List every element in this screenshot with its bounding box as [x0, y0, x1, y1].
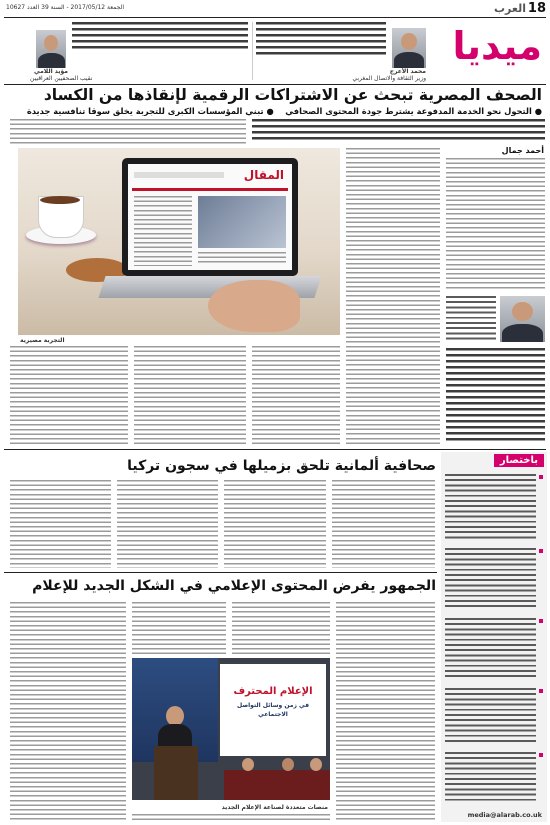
brief-title: باختصار: [494, 454, 544, 467]
brief-item: [445, 548, 543, 610]
lead-author: أحمد جمال: [501, 146, 544, 155]
lead-photo-caption: التجربة مصيرية: [20, 337, 65, 344]
story3-column-1: [336, 602, 435, 822]
story3-photo: [132, 658, 330, 800]
newspaper-logo: العرب: [493, 2, 526, 15]
coffee-surface: [40, 196, 80, 204]
story3-column-2: [232, 602, 330, 654]
podium: [154, 746, 198, 800]
quote-left-name: مؤيد اللامي: [34, 68, 68, 75]
lead-subhead-2: ● تبني المؤسسات الكبرى للتجربة يخلق سوقا تنافسية جديدة: [26, 106, 274, 116]
lead-column-5: [10, 346, 128, 446]
footer-email[interactable]: media@alarab.co.uk: [467, 811, 542, 819]
brief-item: [445, 474, 543, 540]
minister-photo: [392, 28, 426, 68]
story3-under-photo: [132, 814, 330, 822]
top-rule: [4, 84, 546, 85]
quote-box-photo: [500, 296, 545, 342]
panel-table: [224, 770, 330, 800]
header-rule: [4, 17, 546, 18]
story3-photo-caption: منصات متعددة لصناعة الإعلام الجديد: [221, 804, 328, 811]
quote-right-role: وزير الثقافة والاتصال المغربي: [352, 75, 426, 82]
laptop-screen: [122, 158, 298, 276]
story3-column-3: [132, 602, 226, 654]
story3-column-4: [10, 602, 126, 822]
lead-column-1: [446, 158, 545, 290]
story2-bottom-rule: [4, 572, 437, 573]
story2-column-1: [332, 480, 435, 568]
story2-column-2: [224, 480, 326, 568]
syndicate-head-photo: [36, 30, 66, 68]
section-title: ميديا: [452, 24, 542, 68]
brief-item: [445, 688, 543, 744]
quote-box-text: [446, 296, 496, 342]
quote-left-role: نقيب الصحفيين العراقيين: [30, 75, 93, 82]
quote-left-text: [72, 22, 248, 50]
lead-subheads: [8, 106, 542, 116]
lead-bottom-rule: [4, 449, 546, 450]
lead-column-4: [134, 346, 246, 446]
brief-item: [445, 618, 543, 680]
brief-item: [445, 752, 543, 804]
lead-subhead-1: ● التحول نحو الخدمة المدفوعة يشترط جودة المحتوى الصحافي: [285, 106, 542, 116]
lead-top-left-text: [10, 119, 246, 145]
conference-banner: [220, 664, 326, 756]
banner-subtitle: في زمن وسائل التواصل الاجتماعي: [236, 702, 310, 718]
panelist-head: [282, 758, 294, 771]
screen-logo: المقال: [243, 168, 284, 182]
quote-right-text: [256, 22, 386, 56]
banner-title: الإعلام المحترف: [233, 686, 313, 697]
lead-photo: [18, 148, 340, 335]
panelist-head: [242, 758, 254, 771]
quote-box-body: [446, 348, 545, 442]
panelist-head: [310, 758, 322, 771]
page-number: 18: [527, 1, 546, 16]
quote-divider: [252, 22, 253, 80]
lead-column-2: [346, 148, 440, 446]
speaker-head: [166, 706, 184, 726]
story2-column-4: [10, 480, 111, 568]
quote-right-name: محمد الأعرج: [389, 68, 426, 75]
story3-headline: الجمهور يفرض المحتوى الإعلامي في الشكل الجديد للإعلام: [32, 578, 436, 594]
story2-headline: صحافية ألمانية تلحق بزميلها في سجون تركيا: [127, 458, 436, 474]
lead-headline: الصحف المصرية تبحث عن الاشتراكات الرقمية لإنقاذها من الكساد: [43, 86, 542, 104]
story2-column-3: [117, 480, 218, 568]
hand: [208, 280, 300, 332]
lead-intro: [252, 119, 545, 141]
dateline: الجمعة 2017/05/12 - السنة 39 العدد 10627: [6, 4, 124, 11]
lead-column-3: [252, 346, 340, 446]
